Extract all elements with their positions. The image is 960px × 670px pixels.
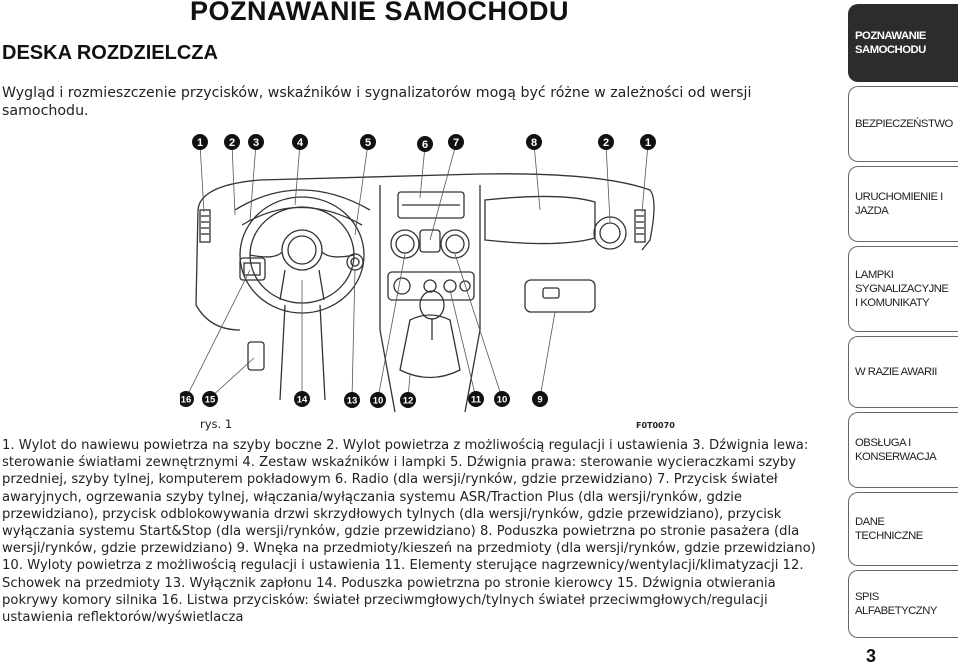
tab-bezpieczenstwo[interactable]: [848, 86, 958, 162]
callout-10-left: [370, 392, 386, 408]
svg-text:2: 2: [228, 137, 236, 149]
callout-2-left: [224, 134, 240, 150]
svg-text:11: 11: [470, 394, 482, 406]
callout-4: [292, 134, 308, 150]
callout-8: [526, 134, 542, 150]
callout-7: [448, 134, 464, 150]
svg-text:1: 1: [644, 137, 652, 149]
tab-label: W RAZIE AWARII: [855, 366, 937, 378]
svg-text:2: 2: [602, 137, 610, 149]
page-subtitle: DESKA ROZDZIELCZA: [2, 42, 218, 64]
intro-paragraph: Wygląd i rozmieszczenie przycisków, wskaźników i sygnalizatorów mogą być różne w zależności od wersji samochodu.: [2, 85, 752, 119]
callout-16: [180, 391, 194, 407]
svg-text:1: 1: [196, 137, 204, 149]
tab-label: POZNAWANIE SAMOCHODU: [855, 30, 926, 56]
svg-text:9: 9: [537, 394, 543, 406]
svg-text:12: 12: [402, 395, 414, 407]
svg-text:16: 16: [180, 394, 192, 406]
tab-uruchomienie-i-jazda[interactable]: [848, 166, 958, 242]
dashboard-figure: [180, 130, 680, 412]
callout-9: [532, 391, 548, 407]
chapter-sidebar: [848, 0, 960, 670]
figure-code: F0T0070: [636, 421, 675, 430]
tab-w-razie-awarii[interactable]: [848, 336, 958, 408]
callout-10-right: [494, 391, 510, 407]
tab-poznawanie-samochodu[interactable]: [848, 4, 958, 82]
callout-2-right: [598, 134, 614, 150]
callout-6: [417, 136, 433, 152]
tab-label: OBSŁUGA I KONSERWACJA: [855, 437, 937, 463]
svg-text:13: 13: [346, 395, 358, 407]
tab-label: BEZPIECZEŃSTWO: [855, 118, 953, 130]
svg-text:10: 10: [372, 395, 384, 407]
svg-text:10: 10: [496, 394, 508, 406]
svg-text:7: 7: [452, 137, 460, 149]
callout-3: [248, 134, 264, 150]
callout-5: [360, 134, 376, 150]
tab-label: SPIS ALFABETYCZNY: [855, 591, 937, 617]
tab-obsluga-i-konserwacja[interactable]: [848, 412, 958, 488]
callout-14: [294, 391, 310, 407]
svg-text:8: 8: [530, 137, 538, 149]
callout-11: [468, 391, 484, 407]
callout-1-right: [640, 134, 656, 150]
tab-spis-alfabetyczny[interactable]: [848, 570, 958, 638]
svg-text:4: 4: [296, 137, 304, 149]
callout-12: [400, 392, 416, 408]
svg-text:15: 15: [204, 394, 216, 406]
page-number: 3: [866, 646, 877, 666]
callout-15: [202, 391, 218, 407]
dashboard-illustration: [180, 130, 680, 412]
tab-dane-techniczne[interactable]: [848, 492, 958, 566]
svg-text:14: 14: [296, 394, 308, 406]
svg-text:6: 6: [421, 139, 429, 151]
figure-legend: 1. Wylot do nawiewu powietrza na szyby boczne 2. Wylot powietrza z możliwością regulacji i ustawienia 3. Dźwignia lewa: sterowanie światłami zewnętrznymi 4. Zestaw wskaźników i lampki 5. Dźwignia prawa: sterowanie wycieraczkami szyby przedniej, szyby tylnej, komputerem pokładowym 6. Radio (dla wersji/rynków, gdzie przewidziano) 7. Przycisk świateł awaryjnych, ogrzewania szyby tylnej, włączania/wyłączania systemu ASR/Traction Plus (dla wersji/rynków, gdzie przewidziano), przycisk odblokowywania drzwi skrzydłowych tylnych (dla wersji/rynków, gdzie przewidziano), przycisk wyłączania systemu Start&Stop (dla wersji/rynków, gdzie przewidziano) 8. Poduszka powietrzna po stronie pasażera (dla wersji/rynków, gdzie przewidziano) 9. Wnęka na przedmioty/kieszeń na przedmioty (dla wersji/rynków, gdzie przewidziano) 10. Wyloty powietrza z możliwością regulacji i ustawienia 11. Elementy sterujące nagrzewnicy/wentylacji/klimatyzacji 12. Schowek na przedmioty 13. Wyłącznik zapłonu 14. Poduszka powietrzna po stronie kierowcy 15. Dźwignia otwierania pokrywy komory silnika 16. Listwa przycisków: świateł przeciwmgłowych/tylnych świateł przeciwmgłowych/regulacji ustawienia reflektorów/wyświetlacza: [2, 438, 816, 626]
tab-label: URUCHOMIENIE I JAZDA: [855, 191, 943, 217]
callout-13: [344, 392, 360, 408]
figure-caption: rys. 1: [200, 417, 233, 431]
tab-label: LAMPKI SYGNALIZACYJNE I KOMUNIKATY: [855, 269, 949, 309]
tab-lampki-sygnalizacyjne[interactable]: [848, 246, 958, 332]
svg-text:5: 5: [364, 137, 372, 149]
callout-1-left: [192, 134, 208, 150]
tab-label: DANE TECHNICZNE: [855, 516, 923, 542]
svg-text:3: 3: [252, 137, 260, 149]
section-title: POZNAWANIE SAMOCHODU: [190, 0, 570, 26]
